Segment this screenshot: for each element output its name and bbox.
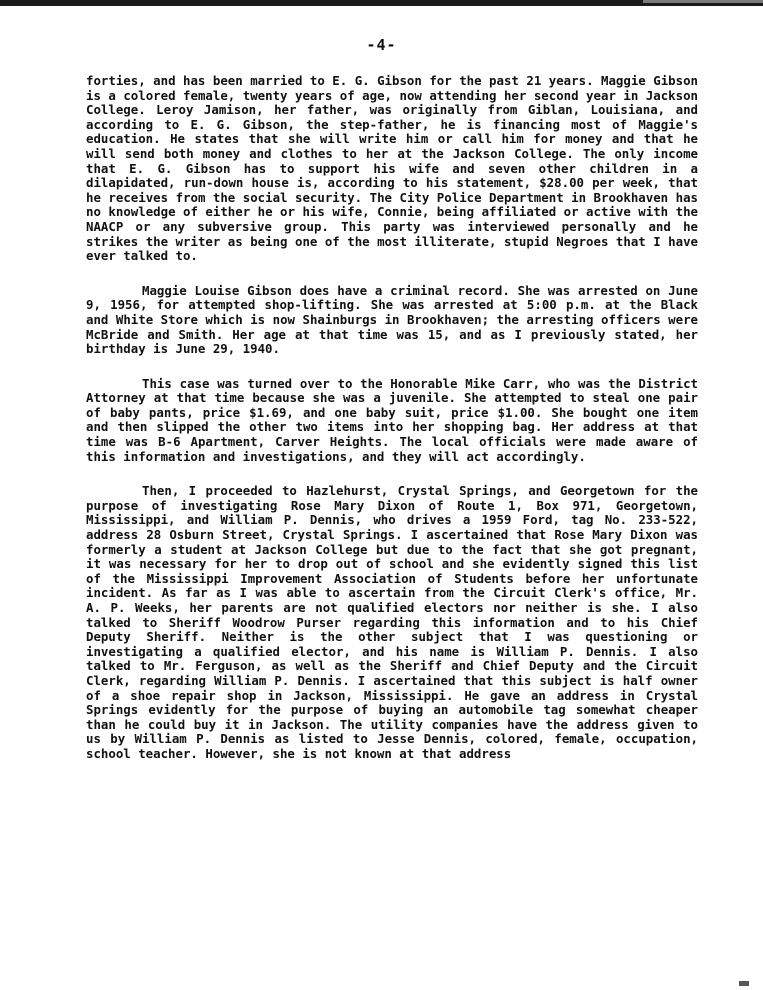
paragraph-4: Then, I proceeded to Hazlehurst, Crystal Springs, and Georgetown for the purpose of investigating Rose Mary Dixon of Route 1, Box 971, Georgetown, Mississippi, and William P. Dennis, who drives a 1959 Ford, tag No. 233-522, address 28 Osburn Street, Crystal Springs. I ascertained that Rose Mary Dixon was formerly a student at Jackson College but due to the fact that she got pregnant, it was necessary for her to drop out of school and she evidently signed this list of the Mississippi Improvement Association of Students before her unfortunate incident. As far as I was able to ascertain from the Circuit Clerk's office, Mr. A. P. Weeks, her parents are not qualified electors nor neither is she. I also talked to Sheriff Woodrow Purser regarding this information and to his Chief Deputy Sheriff. Neither is the other subject that I was questioning or investigating a qualified elector, and his name is William P. Dennis. I also talked to Mr. Ferguson, as well as the Sheriff and Chief Deputy and the Circuit Clerk, regarding William P. Dennis. I ascertained that this subject is half owner of a shoe repair shop in Jackson, Mississippi. He gave an address in Crystal Springs evidently for the purpose of buying an automobile tag somewhat cheaper than he could buy it in Jackson. The utility companies have the address given to us by William P. Dennis as listed to Jesse Dennis, colored, female, occupation, school teacher. However, she is not known at that address [86, 483, 698, 761]
document-body [86, 74, 698, 762]
paragraph-3: This case was turned over to the Honorable Mike Carr, who was the District Attorney at that time because she was a juvenile. She attempted to steal one pair of baby pants, price $1.69, and one baby suit, price $1.00. She bought one item and then slipped the other two items into her shopping bag. Her address at that time was B-6 Apartment, Carver Heights. The local officials were made aware of this information and investigations, and they will act accordingly. [86, 375, 698, 464]
paragraph-1: forties, and has been married to E. G. Gibson for the past 21 years. Maggie Gibson is a colored female, twenty years of age, now attending her second year in Jackson College. Leroy Jamison, her father, was originally from Giblan, Louisiana, and according to E. G. Gibson, the step-father, he is financing most of Maggie's education. He states that she will write him or call him for money and that he will send both money and clothes to her at the Jackson College. The only income that E. G. Gibson has to support his wife and seven other children in a dilapidated, run-down house is, according to his statement, $28.00 per week, that he receives from the social security. The City Police Department in Brookhaven has no knowledge of either he or his wife, Connie, being affiliated or active with the NAACP or any subversive group. This party was interviewed personally and he strikes the writer as being one of the most illiterate, stupid Negroes that I have ever talked to. [86, 73, 698, 264]
page-number: -4- [366, 36, 397, 54]
top-border-rule-faded [643, 0, 763, 3]
scan-artifact-mark [739, 981, 749, 986]
paragraph-2: Maggie Louise Gibson does have a criminal record. She was arrested on June 9, 1956, for attempted shop-lifting. She was arrested at 5:00 p.m. at the Black and White Store which is now Shainburgs in Brookhaven; the arresting officers were McBride and Smith. Her age at that time was 15, and as I previously stated, her birthday is June 29, 1940. [86, 282, 698, 357]
